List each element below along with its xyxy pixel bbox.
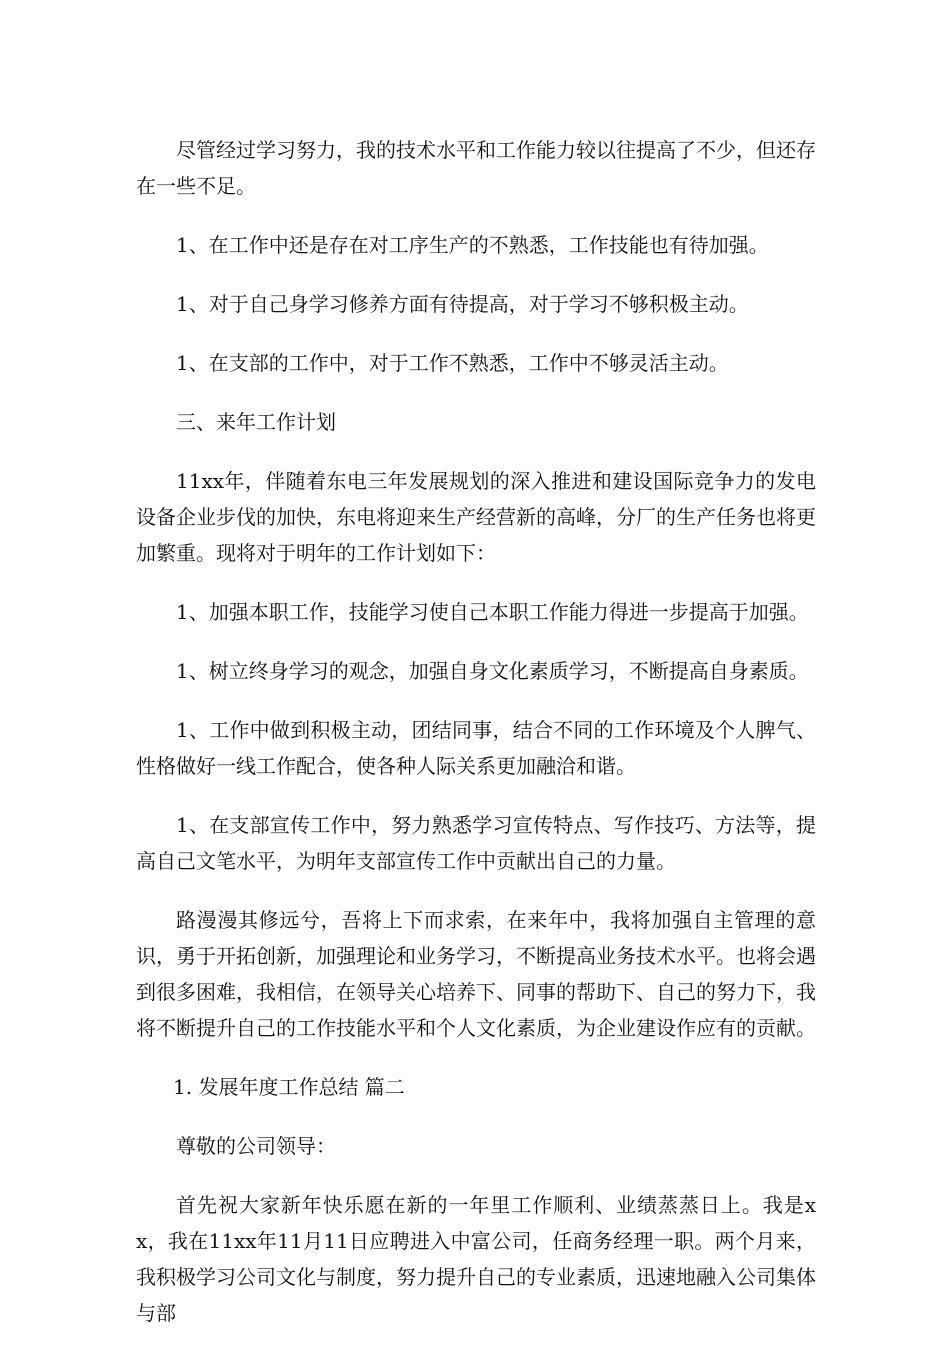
paragraph-conclusion: 路漫漫其修远兮，吾将上下而求索，在来年中，我将加强自主管理的意识，勇于开拓创新，加强理论和业务学习，不断提高业务技术水平。也将会遇到很多困难，我相信，在领导关心培养下、同事的帮助下、自己的努力下，我将不断提升自己的工作技能水平和个人文化素质，为企业建设作应有的贡献。: [136, 908, 816, 1040]
paragraph-plan-intro: 11xx年，伴随着东电三年发展规划的深入推进和建设国际竞争力的发电设备企业步伐的加快，东电将迎来生产经营新的高峰，分厂的生产任务也将更加繁重。现将对于明年的工作计划如下：: [136, 469, 816, 565]
paragraph-plan-4: 1、在支部宣传工作中，努力熟悉学习宣传特点、写作技巧、方法等，提高自己文笔水平，为明年支部宣传工作中贡献出自己的力量。: [136, 813, 816, 873]
paragraph-shortcoming-3: 1、在支部的工作中，对于工作不熟悉，工作中不够灵活主动。: [176, 351, 729, 375]
paragraph-greeting-intro: 首先祝大家新年快乐愿在新的一年里工作顺利、业绩蒸蒸日上。我是xx，我在11xx年11月11日应聘进入中富公司，任商务经理一职。两个月来，我积极学习公司文化与制度，努力提升自己的专业素质，迅速地融入公司集体与部: [136, 1193, 816, 1325]
article-heading-part-two: 1. 发展年度工作总结 篇二: [173, 1075, 405, 1099]
paragraph-shortcomings-intro: 尽管经过学习努力，我的技术水平和工作能力较以往提高了不少，但还存在一些不足。: [136, 138, 816, 198]
document-body: [136, 132, 816, 1354]
paragraph-plan-1: 1、加强本职工作，技能学习使自己本职工作能力得进一步提高于加强。: [176, 600, 809, 624]
paragraph-plan-2: 1、树立终身学习的观念，加强自身文化素质学习，不断提高自身素质。: [176, 659, 809, 683]
salutation: 尊敬的公司领导：: [176, 1134, 336, 1158]
section-heading-next-year-plan: 三、来年工作计划: [176, 410, 336, 434]
paragraph-shortcoming-1: 1、在工作中还是存在对工序生产的不熟悉，工作技能也有待加强。: [176, 233, 769, 257]
paragraph-shortcoming-2: 1、对于自己身学习修养方面有待提高，对于学习不够积极主动。: [176, 292, 749, 316]
paragraph-plan-3: 1、工作中做到积极主动，团结同事，结合不同的工作环境及个人脾气、性格做好一线工作配合，使各种人际关系更加融洽和谐。: [136, 718, 816, 778]
